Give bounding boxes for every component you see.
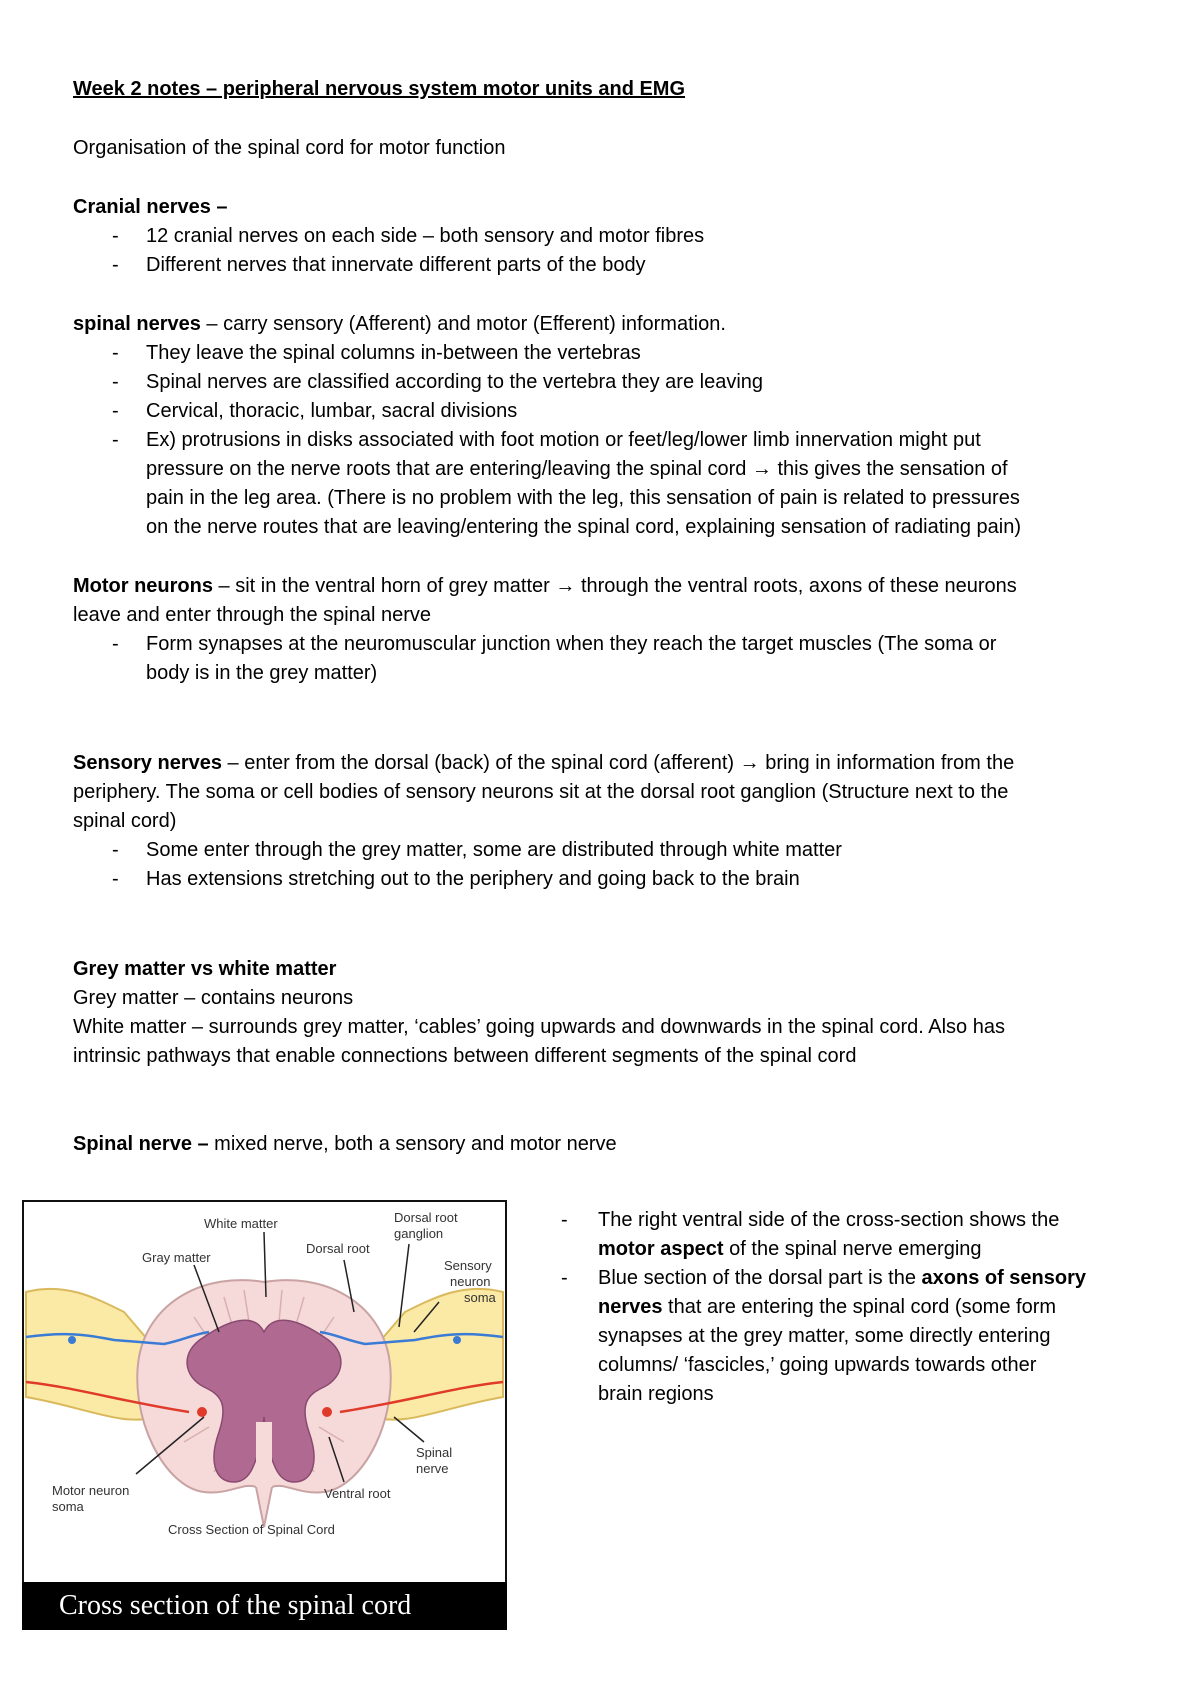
- left-sensory-soma: [68, 1336, 76, 1344]
- sensory-line: [73, 749, 1014, 778]
- label-cross-section: Cross Section of Spinal Cord: [168, 1522, 335, 1537]
- bullet-dash: -: [112, 342, 119, 364]
- cranial-bullet: Different nerves that innervate different parts of the body: [146, 254, 646, 276]
- bullet-dash: -: [561, 1209, 568, 1231]
- label-motor-neuron-2: soma: [52, 1499, 84, 1514]
- spinal-intro: – carry sensory (Afferent) and motor (Efferent) information.: [200, 313, 726, 335]
- spinal-bullet-cont: on the nerve routes that are leaving/entering the spinal cord, explaining sensation of radiating pain): [146, 516, 1022, 538]
- white-matter-text-2: intrinsic pathways that enable connections between different segments of the spinal cord: [73, 1045, 857, 1067]
- sensory-bullet: Some enter through the grey matter, some are distributed through white matter: [146, 839, 842, 861]
- right-note-2-cont: [598, 1293, 1056, 1322]
- page-title: Week 2 notes – peripheral nervous system motor units and EMG: [73, 78, 686, 100]
- spinal-nerve-text: mixed nerve, both a sensory and motor nerve: [208, 1133, 617, 1155]
- motor-heading: Motor neurons: [73, 575, 213, 597]
- right-note-2-line3: synapses at the grey matter, some directly entering: [598, 1325, 1051, 1347]
- label-sensory-3: soma: [464, 1290, 496, 1305]
- motor-text: – sit in the ventral horn of grey matter → through the ventral roots, axons of these neurons: [213, 575, 1017, 597]
- label-dorsal-root: Dorsal root: [306, 1241, 370, 1256]
- bullet-dash: -: [112, 429, 119, 451]
- right-nerve: [375, 1289, 503, 1420]
- left-nerve: [26, 1289, 154, 1420]
- label-sensory-2: neuron: [450, 1274, 491, 1289]
- spinal-bullet-cont: pressure on the nerve roots that are entering/leaving the spinal cord → this gives the sensation of: [146, 458, 1008, 480]
- motor-aspect: motor aspect: [598, 1238, 724, 1260]
- spinal-nerve-heading: Spinal nerve –: [73, 1133, 209, 1155]
- spinal-heading: spinal nerves: [73, 313, 201, 335]
- spinal-bullet: Ex) protrusions in disks associated with foot motion or feet/leg/lower limb innervation might put: [146, 429, 981, 451]
- sensory-line-2: periphery. The soma or cell bodies of sensory neurons sit at the dorsal root ganglion (Structure next to the: [73, 781, 1009, 803]
- spinal-nerve-line: [73, 1130, 617, 1159]
- sensory-text: – enter from the dorsal (back) of the spinal cord (afferent) → bring in information from the: [221, 752, 1015, 774]
- label-sensory: Sensory: [444, 1258, 492, 1273]
- bullet-dash: -: [112, 633, 119, 655]
- figure-caption: Cross section of the spinal cord: [22, 1582, 507, 1630]
- motor-bullet-cont: body is in the grey matter): [146, 662, 378, 684]
- spinal-bullet: They leave the spinal columns in-between the vertebras: [146, 342, 641, 364]
- right-note-2-pre: Blue section of the dorsal part is the: [598, 1267, 922, 1289]
- label-white-matter: White matter: [204, 1216, 278, 1231]
- matter-heading: Grey matter vs white matter: [73, 958, 337, 980]
- spinal-bullet: Spinal nerves are classified according to the vertebra they are leaving: [146, 371, 764, 393]
- left-motor-soma: [197, 1407, 207, 1417]
- leader-spinal-nerve: [394, 1417, 424, 1442]
- label-dorsal-root-ganglion: Dorsal root: [394, 1210, 458, 1225]
- right-note-2: [598, 1264, 1086, 1293]
- spinal-cord-diagram: [24, 1202, 505, 1628]
- label-spinal-nerve-2: nerve: [416, 1461, 449, 1476]
- label-dorsal-root-ganglion-2: ganglion: [394, 1226, 444, 1241]
- motor-bullet: Form synapses at the neuromuscular junction when they reach the target muscles (The soma or: [146, 633, 997, 655]
- nerves-bold: nerves: [598, 1296, 663, 1318]
- label-spinal-nerve: Spinal: [416, 1445, 453, 1460]
- spinal-bullet-cont: pain in the leg area. (There is no problem with the leg, this sensation of pain is related to pressures: [146, 487, 1020, 509]
- bullet-dash: -: [112, 839, 119, 861]
- white-matter-text: White matter – surrounds grey matter, ‘cables’ going upwards and downwards in the spinal cord. Also has: [73, 1016, 1005, 1038]
- right-note-1-rest: of the spinal nerve emerging: [723, 1238, 982, 1260]
- motor-line: [73, 572, 1017, 601]
- label-ventral-root: Ventral root: [324, 1486, 391, 1501]
- label-motor-neuron: Motor neuron: [52, 1483, 130, 1498]
- sensory-heading: Sensory nerves: [73, 752, 222, 774]
- cranial-bullet: 12 cranial nerves on each side – both sensory and motor fibres: [146, 225, 705, 247]
- spinal-bullet: Cervical, thoracic, lumbar, sacral divisions: [146, 400, 518, 422]
- bullet-dash: -: [112, 371, 119, 393]
- label-gray-matter: Gray matter: [142, 1250, 211, 1265]
- axons-of-sensory: axons of sensory: [921, 1267, 1087, 1289]
- bullet-dash: -: [112, 254, 119, 276]
- bullet-dash: -: [112, 225, 119, 247]
- right-motor-soma: [322, 1407, 332, 1417]
- cranial-heading: Cranial nerves –: [73, 196, 228, 218]
- spinal-heading-line: [73, 310, 726, 339]
- bullet-dash: -: [112, 868, 119, 890]
- central-canal: [256, 1422, 272, 1487]
- right-note-2-line4: columns/ ‘fascicles,’ going upwards towards other: [598, 1354, 1037, 1376]
- sensory-bullet: Has extensions stretching out to the periphery and going back to the brain: [146, 868, 800, 890]
- motor-line-2: leave and enter through the spinal nerve: [73, 604, 432, 626]
- bullet-dash: -: [112, 400, 119, 422]
- right-note-2-line5: brain regions: [598, 1383, 714, 1405]
- right-note-1: The right ventral side of the cross-section shows the: [598, 1209, 1060, 1231]
- sensory-line-3: spinal cord): [73, 810, 177, 832]
- spinal-cord-figure: [22, 1200, 507, 1630]
- section-intro: Organisation of the spinal cord for motor function: [73, 137, 506, 159]
- bullet-dash: -: [561, 1267, 568, 1289]
- grey-matter-text: Grey matter – contains neurons: [73, 987, 354, 1009]
- right-sensory-soma: [453, 1336, 461, 1344]
- right-note-2-rest: that are entering the spinal cord (some form: [662, 1296, 1057, 1318]
- right-note-1-cont: [598, 1235, 982, 1264]
